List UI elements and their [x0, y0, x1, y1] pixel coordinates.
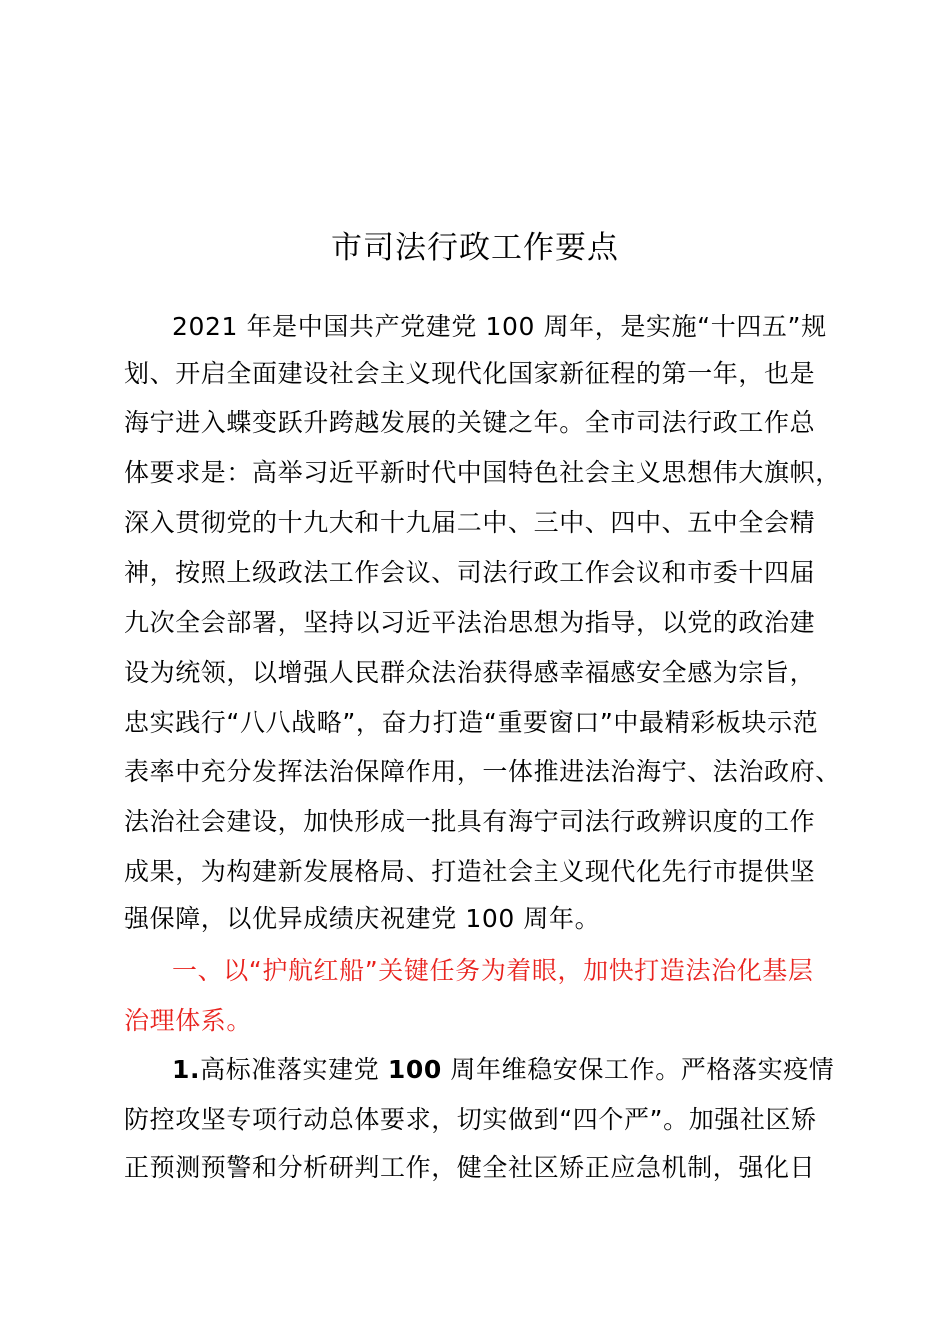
intro-line: 深入贯彻党的十九大和十九届二中、三中、四中、五中全会精 — [124, 508, 816, 537]
intro-line: 表率中充分发挥法治保障作用，一体推进法治海宁、法治政府、 — [124, 757, 841, 786]
intro-line: 成果，为构建新发展格局、打造社会主义现代化先行市提供坚 — [124, 857, 816, 886]
intro-line: 划、开启全面建设社会主义现代化国家新征程的第一年，也是 — [124, 359, 816, 388]
intro-line: 强保障，以优异成绩庆祝建党 100 周年。 — [124, 904, 601, 933]
item-1-line-rest: 周年维稳安保工作。严格落实疫情 — [441, 1055, 835, 1084]
item-1-heading-prefix: 高标准落实建党 — [200, 1055, 388, 1084]
intro-line: 忠实践行“八八战略”，奋力打造“重要窗口”中最精彩板块示范 — [124, 708, 819, 737]
item-1-line: 防控攻坚专项行动总体要求，切实做到“四个严”。加强社区矫 — [124, 1105, 817, 1134]
intro-line: 设为统领，以增强人民群众法治获得感幸福感安全感为宗旨， — [124, 658, 816, 687]
intro-line: 神，按照上级政法工作会议、司法行政工作会议和市委十四届 — [124, 558, 816, 587]
intro-line: 九次全会部署，坚持以习近平法治思想为指导，以党的政治建 — [124, 608, 816, 637]
item-1-line: 正预测预警和分析研判工作，健全社区矫正应急机制，强化日 — [124, 1153, 816, 1182]
intro-line: 海宁进入蝶变跃升跨越发展的关键之年。全市司法行政工作总 — [124, 408, 816, 437]
intro-line: 法治社会建设，加快形成一批具有海宁司法行政辨识度的工作 — [124, 807, 816, 836]
section-heading-line: 一、以“护航红船”关键任务为着眼，加快打造法治化基层 — [172, 956, 814, 985]
document-title: 市司法行政工作要点 — [331, 230, 619, 266]
item-1-number: 1. — [172, 1055, 201, 1084]
section-heading-line: 治理体系。 — [124, 1006, 253, 1035]
item-1-first-line — [172, 1050, 834, 1090]
item-1-heading-number: 100 — [387, 1055, 442, 1084]
intro-line: 2021 年是中国共产党建党 100 周年，是实施“十四五”规 — [172, 312, 827, 341]
intro-line: 体要求是：高举习近平新时代中国特色社会主义思想伟大旗帜， — [124, 458, 841, 487]
